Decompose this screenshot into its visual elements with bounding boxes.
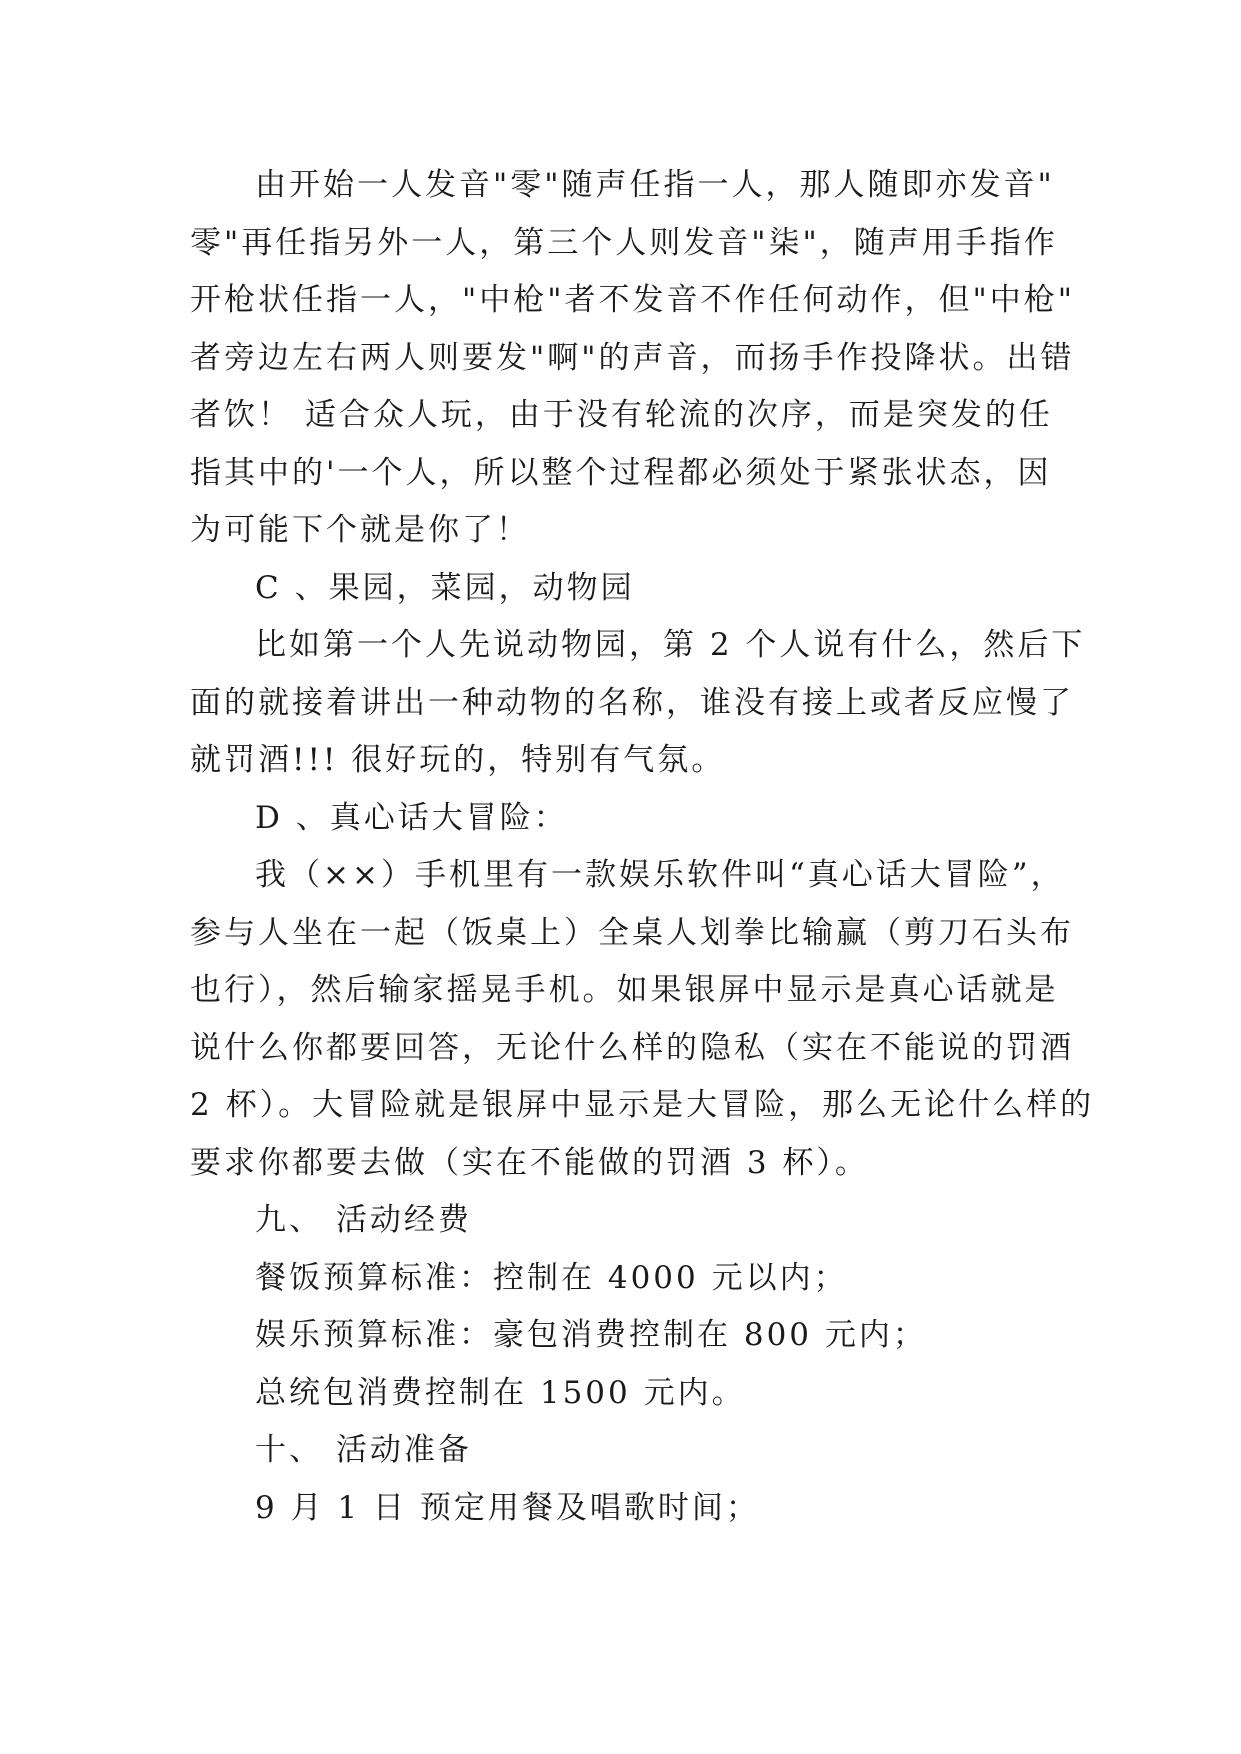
section-heading: C 、果园，菜园，动物园	[255, 570, 635, 606]
preparation-line: 9 月 1 日 预定用餐及唱歌时间；	[255, 1490, 760, 1526]
section-heading: D 、真心话大冒险：	[255, 800, 568, 836]
paragraph-line: 为可能下个就是你了！	[190, 512, 530, 548]
section-heading: 九、 活动经费	[255, 1202, 472, 1238]
paragraph-line: 说什么你都要回答，无论什么样的隐私（实在不能说的罚酒	[190, 1030, 1074, 1066]
paragraph-line: 比如第一个人先说动物园，第 2 个人说有什么，然后下	[255, 627, 1086, 663]
paragraph-line: 指其中的'一个人，所以整个过程都必须处于紧张状态，因	[190, 455, 1052, 491]
budget-line: 餐饭预算标准：控制在 4000 元以内；	[255, 1260, 848, 1296]
paragraph-line: 开枪状任指一人，"中枪"者不发音不作任何动作，但"中枪"	[190, 282, 1076, 318]
budget-line: 娱乐预算标准：豪包消费控制在 800 元内；	[255, 1317, 927, 1353]
paragraph-line: 要求你都要去做（实在不能做的罚酒 3 杯）。	[190, 1145, 869, 1181]
paragraph-line: 零"再任指另外一人，第三个人则发音"柒"，随声用手指作	[190, 225, 1058, 261]
paragraph-line: 参与人坐在一起（饭桌上）全桌人划拳比输赢（剪刀石头布	[190, 915, 1074, 951]
section-heading: 十、 活动准备	[255, 1432, 472, 1468]
paragraph-line: 由开始一人发音"零"随声任指一人，那人随即亦发音"	[255, 167, 1055, 203]
paragraph-line: 我（××）手机里有一款娱乐软件叫“真心话大冒险”，	[255, 857, 1065, 893]
paragraph-line: 者旁边左右两人则要发"啊"的声音，而扬手作投降状。出错	[190, 340, 1075, 376]
paragraph-line: 面的就接着讲出一种动物的名称，谁没有接上或者反应慢了	[190, 685, 1074, 721]
paragraph-line: 者饮！ 适合众人玩，由于没有轮流的次序，而是突发的任	[190, 397, 1053, 433]
budget-line: 总统包消费控制在 1500 元内。	[255, 1375, 746, 1411]
paragraph-line: 就罚酒!!! 很好玩的，特别有气氛。	[190, 742, 726, 778]
paragraph-line: 2 杯）。大冒险就是银屏中显示是大冒险，那么无论什么样的	[190, 1087, 1095, 1123]
paragraph-line: 也行），然后输家摇晃手机。如果银屏中显示是真心话就是	[190, 972, 1059, 1008]
